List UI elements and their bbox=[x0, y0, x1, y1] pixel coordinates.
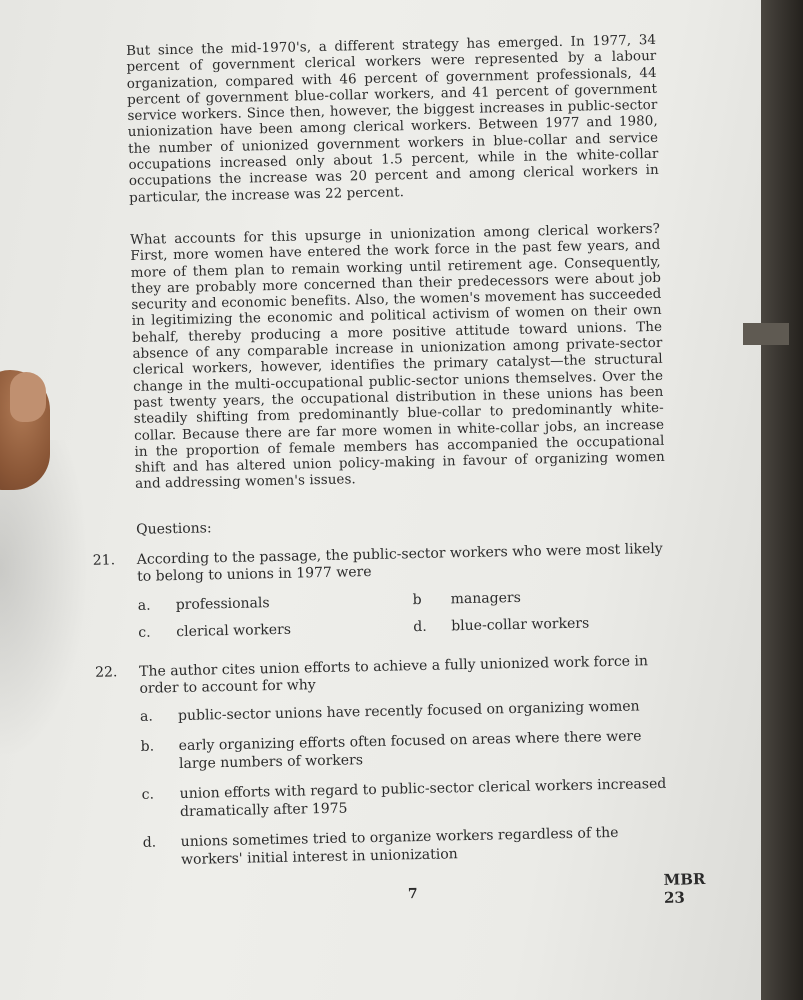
option-letter: b. bbox=[140, 738, 155, 755]
option-letter: b bbox=[412, 591, 422, 608]
question-22 bbox=[94, 652, 673, 869]
question-number: 21. bbox=[92, 552, 116, 569]
document-code: MBR 23 bbox=[663, 869, 706, 907]
option-a[interactable] bbox=[138, 592, 413, 615]
page-number: 7 bbox=[407, 885, 418, 903]
option-letter: a. bbox=[137, 597, 151, 614]
option-text: public-sector unions have recently focused on organizing women bbox=[177, 698, 640, 724]
option-text: managers bbox=[450, 589, 521, 608]
background-edge bbox=[761, 0, 803, 1000]
option-d[interactable] bbox=[413, 613, 683, 636]
fingernail-photo-artifact bbox=[10, 372, 46, 422]
option-text: blue-collar workers bbox=[451, 615, 590, 635]
question-21 bbox=[92, 540, 669, 642]
option-a[interactable] bbox=[140, 696, 670, 725]
page-footer bbox=[144, 869, 706, 911]
options-grid bbox=[138, 586, 669, 641]
passage-paragraph-2: What accounts for this upsurge in unionization among clerical workers? First, more women have entered the work force in the past few years, and more of them plan to remain working until retirement age. Consequently, they are probably more concerned than their predecessors were about job security and economic benefits. Also, the women's movement has succeeded in legitimizing the economic and political activism of women on their own behalf, thereby producing a more positive attitude toward unions. The absence of any comparable increase in unionization among private-sector clerical workers, however, identifies the primary catalyst—the structural change in the multi-occupational public-sector unions themselves. Over the past twenty years, the occupational distribution in these unions has been steadily shifting from predominantly blue-collar to predominantly white-collar. Because there are far more women in white-collar jobs, an increase in the proportion of female members has accompanied the occupational shift and has altered union policy-making in favour of organizing women and addressing women's issues. bbox=[129, 221, 665, 493]
question-text: The author cites union efforts to achieve a fully unionized work force in order to account for why bbox=[138, 652, 649, 697]
option-letter: c. bbox=[138, 624, 151, 641]
option-c[interactable] bbox=[138, 619, 413, 642]
option-text: unions sometimes tried to organize workers regardless of the workers' initial interest in unionization bbox=[180, 824, 619, 868]
option-b[interactable] bbox=[141, 726, 672, 773]
options-list bbox=[140, 696, 673, 869]
option-letter: d. bbox=[142, 834, 157, 851]
binder-tab bbox=[743, 323, 789, 345]
option-letter: a. bbox=[139, 708, 154, 725]
passage-paragraph-1: But since the mid-1970's, a different strategy has emerged. In 1977, 34 percent of government clerical workers were represented by a labour organization, compared with 46 percent of government professionals, 44 percent of government blue-collar workers, and 41 percent of government service workers. Since then, however, the biggest increases in public-sector unionization have been among clerical workers. Between 1977 and 1980, the number of unionized government workers in blue-collar and service occupations increased only about 1.5 percent, while in the white-collar occupations the increase was 20 percent and among clerical workers in particular, the increase was 22 percent. bbox=[126, 32, 659, 206]
document-page bbox=[92, 32, 706, 912]
option-letter: d. bbox=[413, 618, 427, 635]
question-number: 22. bbox=[94, 664, 118, 681]
option-text: union efforts with regard to public-sector clerical workers increased dramatically after 1975 bbox=[179, 775, 667, 820]
option-text: professionals bbox=[175, 594, 270, 613]
option-text: clerical workers bbox=[176, 621, 292, 640]
option-d[interactable] bbox=[143, 822, 674, 869]
questions-heading: Questions: bbox=[136, 520, 212, 538]
option-text: early organizing efforts often focused on areas where there were large numbers of workers bbox=[178, 728, 642, 772]
option-c[interactable] bbox=[142, 774, 673, 821]
option-b[interactable] bbox=[413, 586, 683, 609]
option-letter: c. bbox=[141, 786, 155, 803]
question-text: According to the passage, the public-sector workers who were most likely to belong to unions in 1977 were bbox=[136, 540, 663, 585]
